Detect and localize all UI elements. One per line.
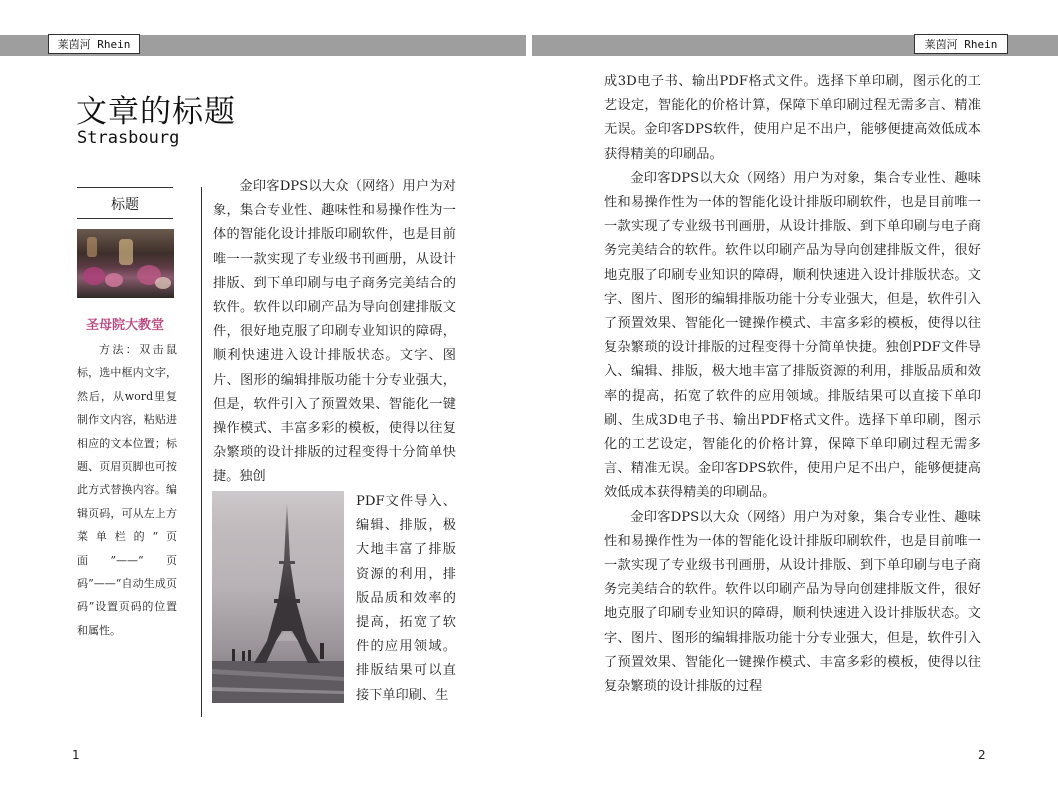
right-paragraph-3: 金印客DPS以大众（网络）用户为对象，集合专业性、趣味性和易操作性为一体的智能化设计排版印刷软件，也是目前唯一一款实现了专业级书刊画册，从设计排版、到下单印刷与电子商务完美结合的软件。软件以印刷产品为导向创建排版文件，很好地克服了印刷专业知识的障碍，顺利快速进入设计排版状态。文字、图片、图形的编辑排版功能十分专业强大，但是，软件引入了预置效果、智能化一键操作模式、丰富多彩的模板，使得以往复杂繁琐的设计排版的过程 (604, 509, 981, 695)
sidebar-rule-top (77, 187, 173, 188)
flower-shop-photo (77, 229, 174, 298)
header-label-right: 莱茵河 Rhein (914, 34, 1008, 54)
article-title: 文章的标题 (76, 94, 236, 130)
left-column-text (213, 175, 456, 490)
page-number-left: 1 (72, 748, 80, 762)
left-column-wrap-text: PDF文件导入、编辑、排版，极大地丰富了排版资源的利用，排版品质和效率的提高，拓宽了软件的应用领域。排版结果可以直接下单印刷、生 (356, 494, 456, 703)
article-subtitle: Strasbourg (77, 128, 180, 148)
photo-caption: 圣母院大教堂 (85, 318, 164, 333)
header-label-left: 莱茵河 Rhein (48, 34, 140, 54)
sidebar-instructions: 方法：双击鼠标，选中框内文字，然后，从word里复制作文内容，粘贴进相应的文本位置；标题、页眉页脚也可按此方式替换内容。编辑页码，可从左上方菜单栏的“页面”——“页码”——“自动生成页码”设置页码的位置和属性。 (77, 343, 177, 637)
sidebar-rule-bottom (77, 218, 173, 219)
page-number-right: 2 (978, 748, 986, 762)
right-paragraph-1: 成3D电子书、输出PDF格式文件。选择下单印刷，图示化的工艺设定，智能化的价格计算，保障下单印刷过程无需多言、精准无误。金印客DPS软件，使用户足不出户，能够便捷高效低成本获得精美的印刷品。 (604, 74, 981, 162)
right-column-text (604, 70, 981, 699)
right-paragraph-2: 金印客DPS以大众（网络）用户为对象，集合专业性、趣味性和易操作性为一体的智能化设计排版印刷软件，也是目前唯一一款实现了专业级书刊画册，从设计排版、到下单印刷与电子商务完美结合的软件。软件以印刷产品为导向创建排版文件，很好地克服了印刷专业知识的障碍，顺利快速进入设计排版状态。文字、图片、图形的编辑排版功能十分专业强大，但是，软件引入了预置效果、智能化一键操作模式、丰富多彩的模板，使得以往复杂繁琐的设计排版的过程变得十分简单快捷。独创PDF文件导入、编辑、排版，极大地丰富了排版资源的利用，排版品质和效率的提高，拓宽了软件的应用领域。排版结果可以直接下单印刷、生成3D电子书、输出PDF格式文件。选择下单印刷，图示化的工艺设定，智能化的价格计算，保障下单印刷过程无需多言、精准无误。金印客DPS软件，使用户足不出户，能够便捷高效低成本获得精美的印刷品。 (604, 170, 981, 501)
left-column-paragraph: 金印客DPS以大众（网络）用户为对象，集合专业性、趣味性和易操作性为一体的智能化设计排版印刷软件，也是目前唯一一款实现了专业级书刊画册，从设计排版、到下单印刷与电子商务完美结合的软件。软件以印刷产品为导向创建排版文件，很好地克服了印刷专业知识的障碍，顺利快速进入设计排版状态。文字、图片、图形的编辑排版功能十分专业强大，但是，软件引入了预置效果、智能化一键操作模式、丰富多彩的模板，使得以往复杂繁琐的设计排版的过程变得十分简单快捷。独创 (213, 179, 456, 485)
column-divider (201, 187, 202, 717)
eiffel-tower-photo (212, 491, 344, 703)
sidebar-heading: 标题 (111, 197, 139, 213)
